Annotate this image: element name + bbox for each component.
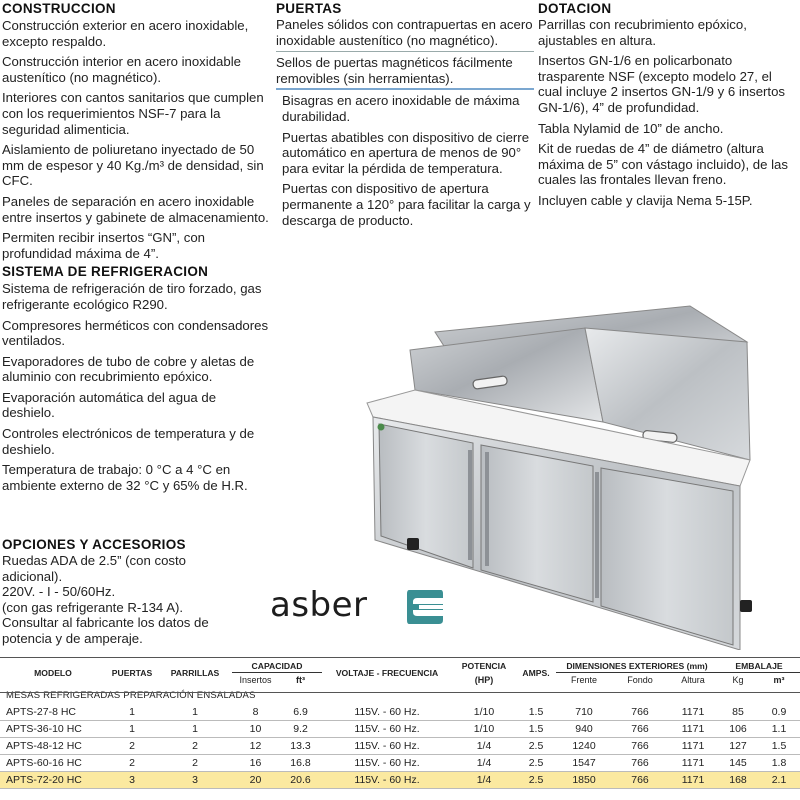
construccion-item: Construcción exterior en acero inoxidable, excepto respaldo. [2, 18, 249, 49]
header-puertas: PUERTAS [111, 668, 153, 678]
table-body [0, 687, 800, 789]
table-cell: 1850 [556, 772, 612, 789]
table-cell: 2.1 [758, 772, 800, 789]
table-cell: 766 [612, 738, 668, 755]
table-cell: 145 [718, 755, 758, 772]
logo-text: asber [270, 585, 368, 625]
header-embalaje: EMBALAJE [718, 659, 800, 673]
construccion-item: Construcción interior en acero inoxidable austenítico (no magnético). [2, 54, 241, 85]
puertas-item: Puertas con dispositivo de apertura permanente a 120° para facilitar la carga y descarga de producto. [282, 181, 531, 228]
table-cell: 20 [232, 772, 279, 789]
table-cell: 13.3 [279, 738, 322, 755]
model-cell: APTS-27-8 HC [0, 704, 106, 721]
table-cell: 1/4 [452, 772, 516, 789]
model-cell: APTS-48-12 HC [0, 738, 106, 755]
table-cell: 1 [158, 704, 232, 721]
table-cell: 710 [556, 704, 612, 721]
header-ft3: ft³ [296, 675, 305, 685]
header-fondo: Fondo [627, 675, 653, 685]
group-label: MESAS REFRIGERADAS PREPARACIÓN ENSALADAS [6, 690, 256, 701]
header-kg: Kg [732, 675, 744, 685]
refrigeracion-list [2, 281, 272, 493]
table-cell: 2 [106, 738, 158, 755]
opciones-section [2, 537, 272, 647]
table-cell: 2.5 [516, 738, 556, 755]
header-amps: AMPS. [522, 668, 550, 678]
table-row [0, 721, 800, 738]
specs-table [0, 659, 800, 789]
table-cell: 115V. - 60 Hz. [322, 704, 452, 721]
construccion-list [2, 18, 272, 261]
table-cell: 1.1 [758, 721, 800, 738]
puertas-title: PUERTAS [276, 1, 342, 16]
dotacion-item: Parrillas con recubrimiento epóxico, ajustables en altura. [538, 17, 747, 48]
header-dimensiones: DIMENSIONES EXTERIORES (mm) [556, 659, 718, 673]
table-cell: 940 [556, 721, 612, 738]
table-cell: 1/10 [452, 704, 516, 721]
table-row [0, 772, 800, 789]
construccion-item: Paneles de separación en acero inoxidable entre insertos y gabinete de almacenamiento. [2, 193, 269, 225]
table-cell: 127 [718, 738, 758, 755]
middle-column [276, 0, 538, 233]
opciones-line: Ruedas ADA de 2.5” (con costo [2, 553, 186, 568]
table-row [0, 704, 800, 721]
header-hp: (HP) [474, 674, 494, 685]
dotacion-item: Kit de ruedas de 4” de diámetro (altura máxima de 5” con vástago incluido), de las cuales las frontales llevan freno. [538, 141, 788, 188]
table-cell: 1.5 [516, 704, 556, 721]
header-capacidad: CAPACIDAD [232, 659, 322, 673]
table-cell: 6.9 [279, 704, 322, 721]
dotacion-item: Insertos GN-1/6 en policarbonato trasparente NSF (excepto modelo 27, el cual incluye 2 insertos GN-1/9 y 6 insertos GN-1/6), 4” de profundidad. [538, 53, 786, 115]
opciones-line: adicional). [2, 568, 63, 584]
table-cell: 2 [106, 755, 158, 772]
divider [0, 692, 800, 693]
table-cell: 1/4 [452, 755, 516, 772]
table-cell: 9.2 [279, 721, 322, 738]
dotacion-title: DOTACION [538, 1, 612, 16]
header-m3: m³ [773, 675, 785, 685]
table-cell: 2.5 [516, 755, 556, 772]
table-cell: 115V. - 60 Hz. [322, 772, 452, 789]
header-insertos: Insertos [239, 675, 272, 685]
opciones-line: (con gas refrigerante R-134 A). [2, 599, 184, 615]
table-cell: 0.9 [758, 704, 800, 721]
table-cell: 1.5 [758, 738, 800, 755]
table-cell: 106 [718, 721, 758, 738]
divider [276, 51, 534, 52]
divider [0, 657, 800, 658]
table-cell: 2 [158, 755, 232, 772]
table-cell: 115V. - 60 Hz. [322, 738, 452, 755]
model-cell: APTS-72-20 HC [0, 772, 106, 789]
opciones-line: Consultar al fabricante los datos de [2, 615, 209, 631]
model-cell: APTS-60-16 HC [0, 755, 106, 772]
table-cell: 1171 [668, 772, 718, 789]
dotacion-item: Tabla Nylamid de 10” de ancho. [538, 120, 724, 136]
table-cell: 766 [612, 772, 668, 789]
refrigeracion-item: Sistema de refrigeración de tiro forzado, gas refrigerante ecológico R290. [2, 281, 262, 312]
table-cell: 16 [232, 755, 279, 772]
table-cell: 766 [612, 755, 668, 772]
table-cell: 766 [612, 721, 668, 738]
opciones-title: OPCIONES Y ACCESORIOS [2, 537, 186, 552]
table-cell: 8 [232, 704, 279, 721]
table-cell: 766 [612, 704, 668, 721]
puertas-item: Puertas abatibles con dispositivo de cierre automático en apertura de menos de 90° para evitar la pérdida de temperatura. [282, 129, 530, 176]
construccion-item: Aislamiento de poliuretano inyectado de 50 mm de espesor y 40 Kg./m³ de densidad, sin CFC. [2, 142, 264, 189]
header-voltaje: VOLTAJE - FRECUENCIA [335, 668, 439, 678]
dotacion-item: Incluyen cable y clavija Nema 5-15P. [538, 192, 753, 208]
table-cell: 1/10 [452, 721, 516, 738]
refrigeracion-title: SISTEMA DE REFRIGERACION [2, 264, 209, 280]
table-cell: 1171 [668, 721, 718, 738]
header-modelo: MODELO [34, 668, 72, 678]
table-cell: 2 [158, 738, 232, 755]
refrigeracion-item: Evaporación automática del agua de deshielo. [2, 389, 217, 421]
asber-logo [270, 582, 450, 632]
table-cell: 2.5 [516, 772, 556, 789]
table-cell: 1 [106, 721, 158, 738]
puertas-item: Sellos de puertas magnéticos fácilmente removibles (sin herramientas). [276, 55, 513, 86]
table-cell: 16.8 [279, 755, 322, 772]
table-cell: 3 [106, 772, 158, 789]
header-parrillas: PARRILLAS [170, 668, 220, 678]
right-column [538, 0, 796, 214]
header-potencia: POTENCIA [461, 660, 507, 671]
puertas-item: Paneles sólidos con contrapuertas en acero inoxidable austenítico (no magnético). [276, 17, 533, 48]
table-cell: 1.8 [758, 755, 800, 772]
table-row [0, 755, 800, 772]
refrigeracion-item: Controles electrónicos de temperatura y de deshielo. [2, 426, 255, 457]
table-cell: 168 [718, 772, 758, 789]
refrigeracion-item: Evaporadores de tubo de cobre y aletas de aluminio con recubrimiento epóxico. [2, 353, 255, 385]
table-cell: 1171 [668, 704, 718, 721]
header-altura: Altura [681, 675, 705, 685]
table-cell: 1 [106, 704, 158, 721]
left-column [2, 0, 272, 498]
table-cell: 115V. - 60 Hz. [322, 721, 452, 738]
table-cell: 12 [232, 738, 279, 755]
refrigeracion-item: Compresores herméticos con condensadores ventilados. [2, 317, 269, 349]
table-cell: 1 [158, 721, 232, 738]
table-cell: 3 [158, 772, 232, 789]
table-cell: 115V. - 60 Hz. [322, 755, 452, 772]
table-row [0, 738, 800, 755]
table-cell: 85 [718, 704, 758, 721]
divider [276, 88, 534, 90]
table-cell: 1171 [668, 738, 718, 755]
table-cell: 1/4 [452, 738, 516, 755]
construccion-title: CONSTRUCCION [2, 1, 116, 16]
table-cell: 1171 [668, 755, 718, 772]
opciones-line: 220V. - I - 50/60Hz. [2, 584, 116, 600]
table-cell: 1.5 [516, 721, 556, 738]
table-cell: 1240 [556, 738, 612, 755]
header-frente: Frente [570, 675, 597, 685]
construccion-item: Interiores con cantos sanitarios que cumplen con los requerimientos NSF-7 para la seguridad alimenticia. [2, 90, 264, 137]
table-cell: 10 [232, 721, 279, 738]
opciones-line: potencia y de amperaje. [2, 630, 143, 646]
table-cell: 20.6 [279, 772, 322, 789]
asber-logo-icon [405, 586, 445, 628]
puertas-item: Bisagras en acero inoxidable de máxima durabilidad. [282, 93, 520, 124]
table-cell: 1547 [556, 755, 612, 772]
model-cell: APTS-36-10 HC [0, 721, 106, 738]
construccion-item: Permiten recibir insertos “GN”, con profundidad máxima de 4”. [2, 230, 205, 261]
refrigeracion-item: Temperatura de trabajo: 0 °C a 4 °C en ambiente externo de 32 °C y 65% de H.R. [2, 462, 248, 493]
